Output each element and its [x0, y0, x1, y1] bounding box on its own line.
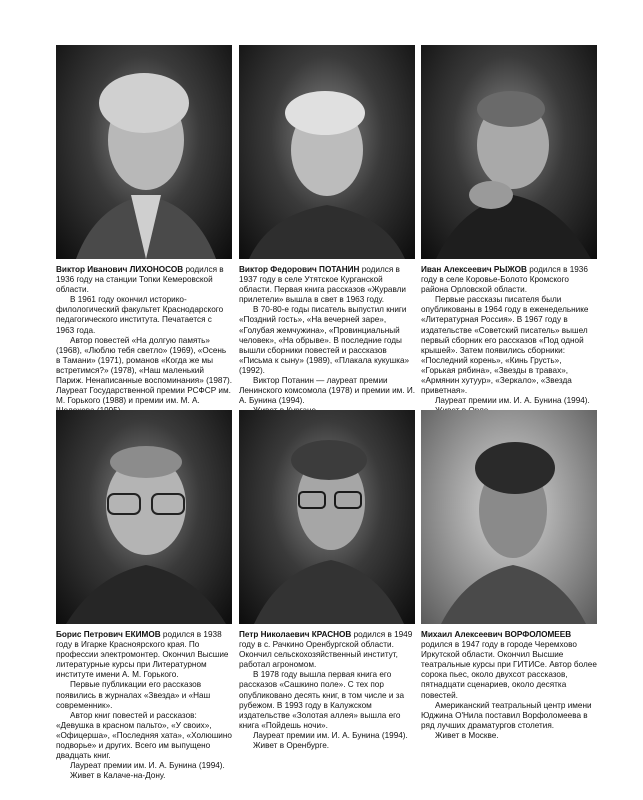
portrait-silhouette [56, 410, 232, 624]
bio-paragraph: Автор повестей «На долгую память» (1968), «Люблю тебя светло» (1969), «Осень в Тамани» (1971), романов «Когда же мы встретимся?» (1978), «Наш маленький Париж. Ненаписанные воспоминания» (1987). Лауреат Государственной премии РСФСР им. М. Горького (1988) и премии им. М. А. [56, 335, 233, 406]
writer-name: Виктор Федорович ПОТАНИН [239, 265, 360, 274]
writer-name: Михаил Алексеевич ВОРФОЛОМЕЕВ [421, 630, 572, 639]
portrait-photo [56, 410, 232, 624]
portrait-photo [56, 45, 232, 259]
portrait-photo [239, 45, 415, 259]
bio-paragraph: Автор книг повестей и рассказов: «Девушка в красном пальто», «У своих», «Офицерша», «Последняя хата», «Холюшино подворье» и других. Всего им выпущено двадцать книг. [56, 710, 232, 761]
bio-paragraph: Лауреат премии им. И. А. Бунина (1994). [70, 761, 225, 771]
bio-residence: Живет в Оренбурге. [253, 741, 330, 751]
bio-residence: Живет в Калаче-на-Дону. [70, 771, 166, 781]
writer-card-krasnov [239, 410, 415, 751]
writer-card-ryzhov [421, 45, 597, 416]
portrait-silhouette [239, 45, 415, 259]
bio-paragraph: В 1978 году вышла первая книга его рассказов «Сашкино поле». С тех пор опубликовано десять книг, в том числе и за рубежом. В 1993 году в Калужском издательстве «Золотая аллея» вышла его книга «Пойдешь ночи». [239, 670, 405, 730]
bio-paragraph: В 70-80-е годы писатель выпустил книги «Поздний гость», «На вечерней заре», «Голубая жемчужина», «Провинциальный человек», «На обрыве». В последние годы вышли сборники повестей и рассказов «Письма к сыну» (1989), «Плакала кукушка» (1992). [239, 305, 410, 375]
writer-card-potanin [239, 45, 415, 416]
portrait-silhouette [421, 45, 597, 259]
bio-intro: родился в 1947 году в городе Черемхово Иркутской области. Окончил Высшие театральные курсы при ГИТИСе. Автор более сорока пьес, около двухсот рассказов, пятнадцати сценариев, около десятка повестей. [421, 640, 597, 700]
bio-intro: родился в 1937 году в селе Утятское Курганской области. Первая книга рассказов «Журавли прилетели» вышла в свет в 1963 году. [239, 265, 406, 305]
bio-intro: родился в 1936 году на станции Топки Кемеровской области. [56, 265, 224, 295]
portrait-photo [421, 410, 597, 624]
bio-paragraph: Американский театральный центр имени Юджина О'Нила поставил Ворфоломеева в ряд лучших драматургов столетия. [421, 700, 592, 730]
bio-intro: родился в 1949 году в с. Рачкино Оренбургской области. Окончил сельскохозяйственный институт, работал агрономом. [239, 630, 413, 670]
bio-paragraph: Виктор Потанин — лауреат премии Ленинского комсомола (1978) и премии им. И. А. Бунина (1994). [239, 376, 415, 406]
writer-card-likhonosov [56, 45, 232, 427]
portrait-silhouette [239, 410, 415, 624]
bio-paragraph: В 1961 году окончил историко-филологический факультет Краснодарского педагогического института. Печатается с 1963 года. [56, 295, 224, 335]
portrait-silhouette [56, 45, 232, 259]
bio-paragraph: Первые рассказы писателя были опубликованы в 1964 году в еженедельнике «Литературная Россия». В 1967 году в издательстве «Советский писатель» вышел первый сборник его рассказов «Под одной крышей». Затем появились сборники: «Последний корень», «Кинь Грусть», «Горькая рябина», «Звезды в травах», «Армянин хутуур», «Зеркало», «Звезда приветная». [421, 295, 589, 396]
writer-name: Виктор Иванович ЛИХОНОСОВ [56, 265, 184, 274]
writer-name: Петр Николаевич КРАСНОВ [239, 630, 352, 639]
portrait-silhouette [421, 410, 597, 624]
bio-paragraph: Лауреат премии им. И. А. Бунина (1994). [435, 396, 590, 406]
writer-card-vorfolomeev [421, 410, 597, 741]
bio-paragraph: Первые публикации его рассказов появились в журналах «Звезда» и «Наш современник». [56, 680, 211, 710]
bio-residence: Живет в Москве. [435, 730, 499, 740]
writer-card-ekimov [56, 410, 232, 781]
bio-intro: родился в 1936 году в селе Коровье-Болото Кромского района Орловской области. [421, 265, 588, 295]
bio-paragraph: Лауреат премии им. И. А. Бунина (1994). [253, 730, 408, 740]
bio-intro: родился в 1938 году в Игарке Красноярского края. По профессии электромонтер. Окончил Высшие литературные курсы при Литературном институте имени А. М. Горького. [56, 630, 229, 680]
writer-name: Борис Петрович ЕКИМОВ [56, 630, 161, 639]
portrait-photo [421, 45, 597, 259]
writer-name: Иван Алексеевич РЫЖОВ [421, 265, 527, 274]
portrait-photo [239, 410, 415, 624]
